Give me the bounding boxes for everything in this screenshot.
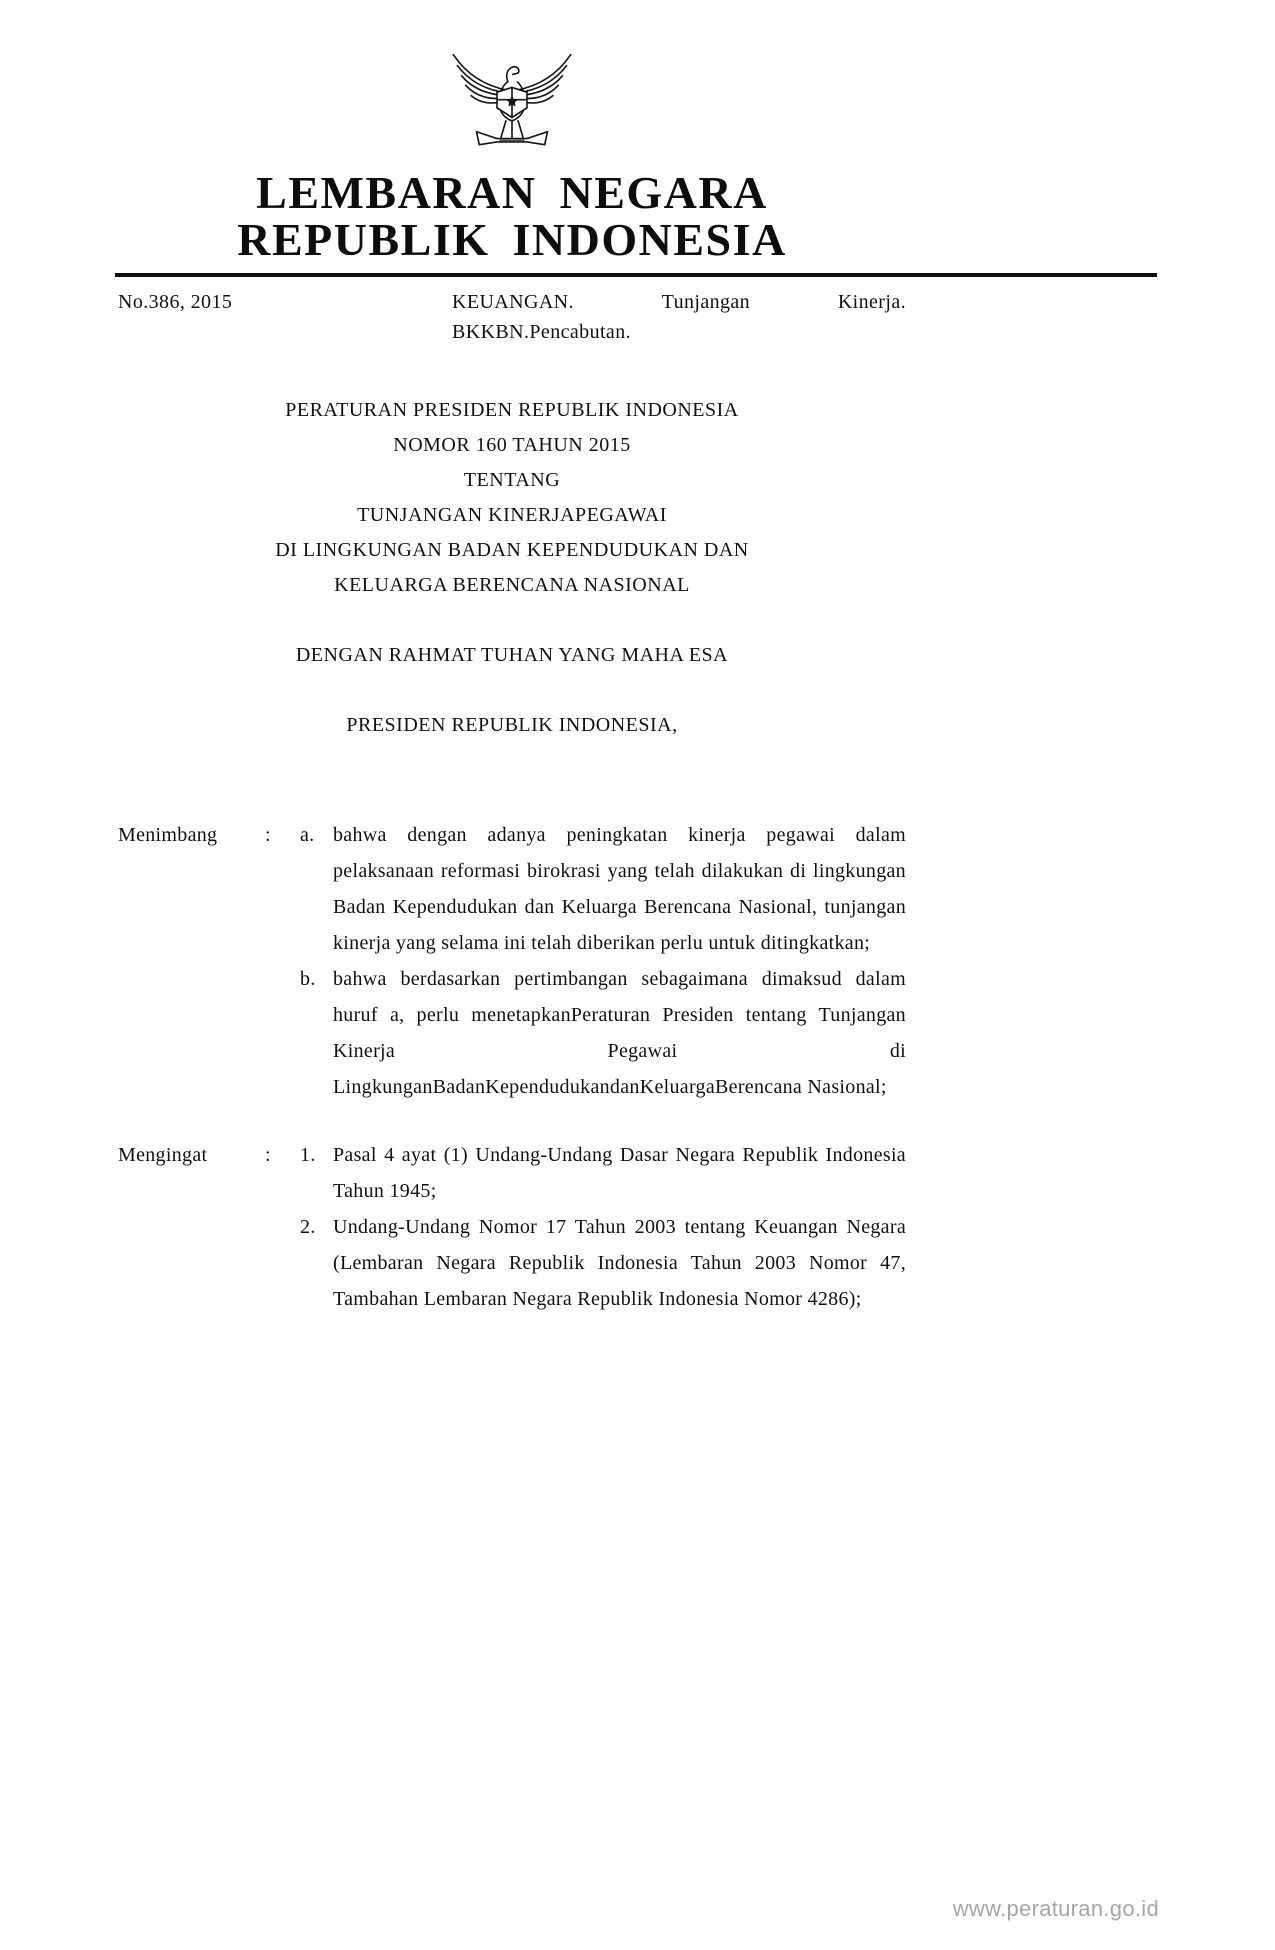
- item-text: Undang-Undang Nomor 17 Tahun 2003 tentang Keuangan Negara (Lembaran Negara Republik Indonesia Tahun 2003 Nomor 47, Tambahan Lembaran Negara Republik Indonesia Nomor 4286);: [333, 1216, 906, 1310]
- regulation-title-line-2: NOMOR 160 TAHUN 2015: [393, 434, 631, 456]
- item-text: Pasal 4 ayat (1) Undang-Undang Dasar Negara Republik Indonesia Tahun 1945;: [333, 1144, 906, 1202]
- regulation-title-line-1: PERATURAN PRESIDEN REPUBLIK INDONESIA: [285, 399, 739, 421]
- considering-item-a: [118, 817, 906, 961]
- regulation-title-block: [118, 393, 906, 603]
- section-colon-spacer: [265, 961, 300, 1105]
- masthead-divider-rule: [115, 273, 1157, 277]
- section-label: Menimbang: [118, 824, 218, 846]
- garuda-pancasila-emblem: [118, 0, 906, 163]
- issue-number: No.386, 2015: [118, 291, 233, 313]
- regulation-title-line-4: TUNJANGAN KINERJAPEGAWAI: [357, 504, 667, 526]
- masthead-title-line2: REPUBLIK INDONESIA: [237, 214, 787, 265]
- considering-section: [118, 817, 906, 1105]
- item-marker: 2.: [300, 1216, 316, 1238]
- invocation-line: DENGAN RAHMAT TUHAN YANG MAHA ESA: [295, 644, 729, 666]
- authority-line: PRESIDEN REPUBLIK INDONESIA,: [346, 714, 678, 736]
- item-text: bahwa berdasarkan pertimbangan sebagaimana dimaksud dalam huruf a, perlu menetapkanPeraturan Presiden tentang Tunjangan Kinerja Pegawai di LingkunganBadanKependudukandanKeluargaBerencana Nasional;: [333, 968, 906, 1098]
- item-marker: 1.: [300, 1144, 316, 1166]
- legal-basis-section: [118, 1137, 906, 1317]
- masthead-title-line1: LEMBARAN NEGARA: [256, 167, 768, 218]
- section-label: Mengingat: [118, 1144, 208, 1166]
- regulation-title-line-6: KELUARGA BERENCANA NASIONAL: [334, 574, 690, 596]
- regulation-title-line-5: DI LINGKUNGAN BADAN KEPENDUDUKAN DAN: [275, 539, 749, 561]
- issue-meta-row: [118, 287, 906, 347]
- subject-block: [452, 287, 906, 347]
- section-label-spacer: [118, 961, 265, 1105]
- section-colon-spacer: [265, 1209, 300, 1317]
- subject-word-1: KEUANGAN.: [452, 291, 574, 313]
- subject-line-2: BKKBN.Pencabutan.: [452, 321, 631, 343]
- item-marker: a.: [300, 824, 315, 846]
- section-colon: :: [265, 1144, 271, 1166]
- legal-basis-item-2: [118, 1209, 906, 1317]
- regulation-title-line-3: TENTANG: [463, 469, 561, 491]
- section-colon: :: [265, 824, 271, 846]
- item-text: bahwa dengan adanya peningkatan kinerja pegawai dalam pelaksanaan reformasi birokrasi yang telah dilakukan di lingkungan Badan Kependudukan dan Keluarga Berencana Nasional, tunjangan kinerja yang selama ini telah diberikan perlu untuk ditingkatkan;: [333, 824, 906, 954]
- subject-word-3: Kinerja.: [837, 291, 906, 313]
- garuda-pancasila-icon: [437, 40, 587, 158]
- item-marker: b.: [300, 968, 316, 990]
- gazette-masthead: [118, 169, 906, 263]
- considering-item-b: [118, 961, 906, 1105]
- legal-basis-item-1: [118, 1137, 906, 1209]
- section-label-spacer: [118, 1209, 265, 1317]
- source-website: www.peraturan.go.id: [952, 1896, 1159, 1921]
- subject-line-1: [452, 287, 906, 317]
- subject-word-2: Tunjangan: [661, 291, 751, 313]
